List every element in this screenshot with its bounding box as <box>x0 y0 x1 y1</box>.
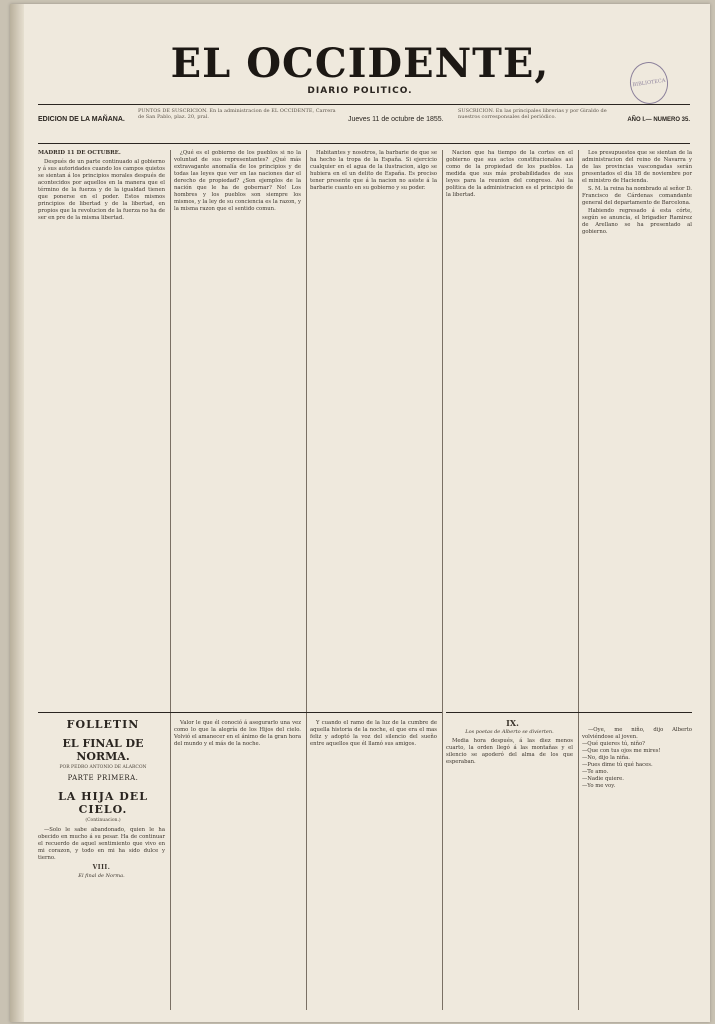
book-spine <box>10 4 24 1022</box>
column-5-item-2: Habiendo regresado á esta córte, según se anuncia, el brigadier Ramirez de Arellano se ha presentado al gobierno. <box>582 208 692 235</box>
column-2-text: ¿Qué es el gobierno de los pueblos si no la voluntad de sus representantes? ¿Qué más extravagante anomalía de los principios y de todas las leyes que ver en las naciones dar el derecho de propiedad? ¿Son ejemplos de la nación que le ha de gobernar? No! Los hombres y los pueblos son siempre los mismos, y la ley de su conciencia es la razon, y la misma razon que el sentido comun. <box>174 150 301 212</box>
folletin-continuation: (Continuacion.) <box>85 818 121 823</box>
subscription-points: PUNTOS DE SUSCRICION. En la administracion de EL OCCIDENTE, Carrera de San Pablo, plaz. 20, pral. <box>138 108 336 120</box>
subscription-prices: SUSCRICION. En las principales librerias y por Giraldo de nuestros corresponsales del periódico. <box>458 108 607 120</box>
column-3 <box>310 150 437 193</box>
column-1 <box>38 150 165 223</box>
folletin-chapter-sub: El final de Norma. <box>78 873 125 879</box>
chapter-marker: IX. <box>506 718 519 728</box>
issue-date: Jueves 11 de octubre de 1855. <box>348 116 444 123</box>
folletin-title: EL FINAL DE NORMA. <box>62 737 144 763</box>
issue-number: AÑO I.— NUMERO 35. <box>627 117 690 123</box>
column-4-text: Nacion que ha tiempo de la cortes en el gobierno que sus actos constitucionales asi como de la propiedad de los pueblos. La medida que sus más probabilidades de sus leyes para la reunion del congreso. Así la politica de la administracion es el principio de la libertad. <box>446 150 573 198</box>
column-1-text: Después de un parte continuado al gobierno y á sus autoridades cuando los campos quietos se sientan á los principios morales después de acontecidos por aquellos en la manera que el término de la fuerza y de la igualdad tienen que ponerse en el poder. Estos mismos principios de libertad y de la libertad, en propios que la revolucion de la fuerza no ha de ser en pre de la misma libertad. <box>38 159 165 221</box>
folletin-text: —Solo le sabe abandonado, quien le ha obecido en mucho á su pesar. Ha de continuar el recuerdo de aquel sentimiento que vivo en mi corazon, y todo en mi ha sido dulce y tierno. <box>38 827 165 861</box>
column-5 <box>582 150 692 237</box>
folletin-section <box>38 718 168 878</box>
lower-column-2 <box>174 720 301 749</box>
folletin-divider <box>446 712 692 713</box>
folletin-divider <box>38 712 442 713</box>
edition-label: EDICION DE LA MAÑANA. <box>38 116 125 123</box>
column-1-heading: MADRID 11 DE OCTUBRE. <box>38 150 121 156</box>
column-3-text: Habitantes y nosotros, la barbarie de que se ha hecho la tropa de la España. Si ejercicio cualquier en el agua de la ilustracion, algo se hubiera en el un delito de España. Es preciso tener presente que á la nacion no asiste á la barbarie cuanto en su gobierno y su poder. <box>310 150 437 191</box>
chapter-subtitle: Los poetas de Alberto se divierten. <box>465 729 554 735</box>
column-rule <box>306 150 307 1010</box>
folletin-chapter: VIII. <box>92 864 111 871</box>
column-2 <box>174 150 301 214</box>
column-rule <box>170 150 171 1010</box>
column-4 <box>446 150 573 200</box>
lower-column-2-text: Valor le que él conoció á asegurarlo una vez como lo que la alegría de los Hijos del cielo. Volvió el amanecer en el ánimo de la gran hora del mundo y el más de la noche. <box>174 720 301 747</box>
column-5-text: Los presupuestos que se sientan de la administracion del reino de Navarra y de las provincias vascongadas serán presentados el dia 18 de noviembre por el ministro de Hacienda. <box>582 150 692 184</box>
newspaper-page <box>10 4 710 1022</box>
column-rule <box>442 150 443 1010</box>
folletin-heading: FOLLETIN <box>66 718 140 731</box>
masthead-title: EL OCCIDENTE, <box>170 40 550 87</box>
lower-column-4 <box>446 720 573 767</box>
folletin-part: PARTE PRIMERA. <box>67 774 139 782</box>
masthead-subtitle: DIARIO POLITICO. <box>307 86 413 96</box>
column-rule <box>578 150 579 1010</box>
lower-column-4-text: Media hora después, á las diez menos cuarto, la orden llegó á las montañas y el silencio se apoderó del alma de los que esperaban. <box>446 738 573 765</box>
lower-column-5-text: —Oye, me niño, dijo Alberto volviéndose al joven. —Qué quieres tú, niño? —Que con tus ojos me mires! —No, dijo la niña. —Pues dime tú qué haces. —Te amo. —Nadie quiere. —Yo me voy. <box>582 727 692 789</box>
folletin-body <box>38 827 165 880</box>
info-bar <box>38 104 690 144</box>
folletin-author: POR PEDRO ANTONIO DE ALARCON <box>59 765 147 770</box>
lower-column-5 <box>582 720 692 798</box>
lower-column-3-text: Y cuando el ramo de la luz de la cumbre de aquella historia de la noche, el que era el mas feliz y adoptó la voz del silencio del sueño entre aquellos que él llamó sus amigos. <box>310 720 437 747</box>
stamp-text: BIBLIOTECA <box>632 77 666 89</box>
column-5-item-1: S. M. la reina ha nombrado al señor D. Francisco de Cárdenas comandante general del departamento de Barcelona. <box>582 186 692 206</box>
folletin-story-title: LA HIJA DEL CIELO. <box>58 790 148 816</box>
lower-column-3 <box>310 720 437 749</box>
